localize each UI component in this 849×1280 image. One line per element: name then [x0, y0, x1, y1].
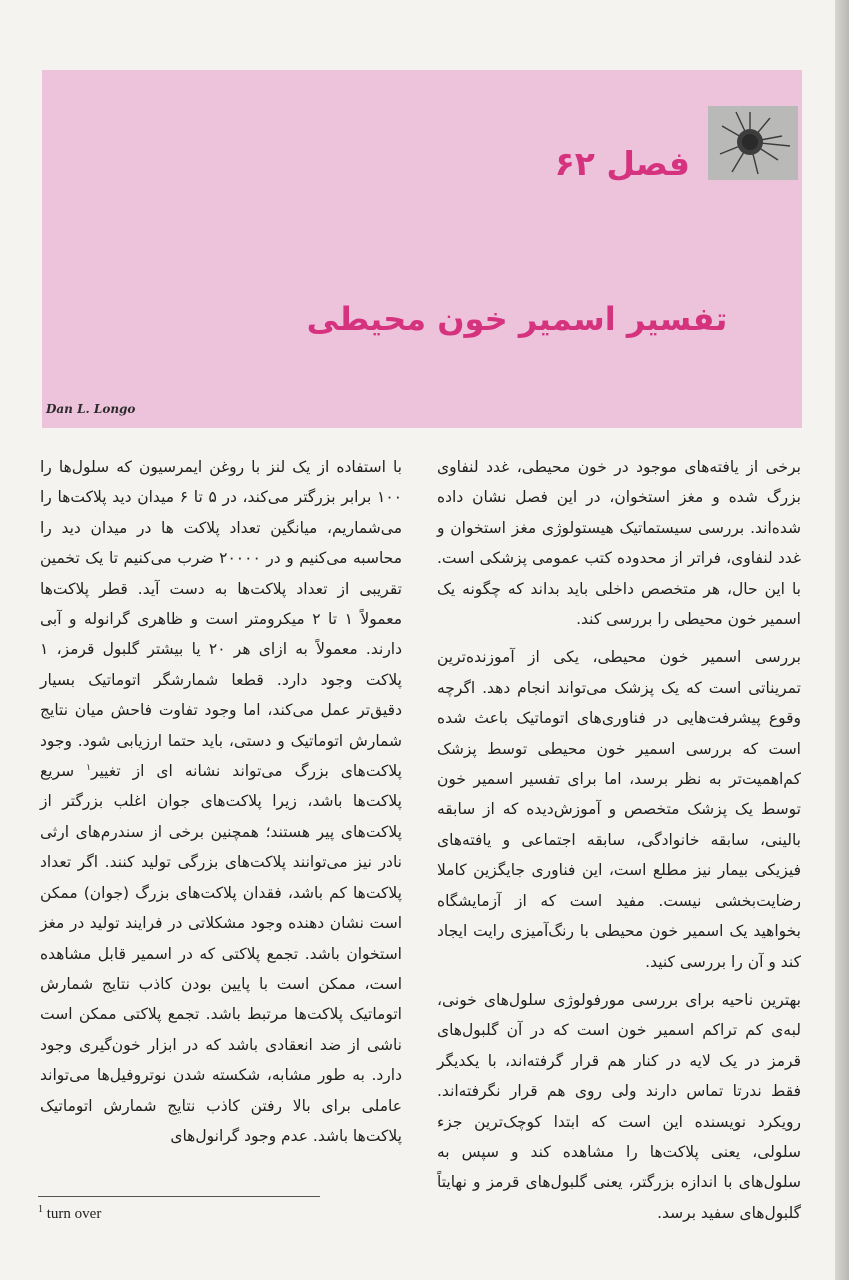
footnote-reference: ۱: [86, 762, 91, 773]
footnote: [38, 1206, 101, 1223]
footnote-marker: 1: [38, 1204, 43, 1215]
right-text-column: [437, 452, 801, 1228]
footnote-text: turn over: [43, 1206, 102, 1222]
chapter-header: [42, 70, 802, 428]
chapter-number: فصل ۶۲: [554, 144, 690, 183]
paragraph-platelets: [40, 452, 402, 1151]
cell-illustration-icon: [708, 106, 798, 180]
left-text-column: [40, 452, 402, 1151]
author-name: Dan L. Longo: [46, 402, 136, 416]
paragraph-best-area: بهترین ناحیه برای بررسی مورفولوژی سلول‌های خونی، لبه‌ی کم تراکم اسمیر خون است که در آن گلبول‌های قرمز در یک لایه در کنار هم قرار گرفته‌اند، با یکدیگر فقط ندرتا تماس دارند ولی روی هم قرار نگرفته‌اند. رویکرد نویسنده این است که ابتدا کوچک‌ترین جزء سلولی، یعنی پلاکت‌ها را مشاهده کند و سپس به سلول‌های با اندازه بزرگتر، یعنی گلبول‌های قرمز و نهایتاً گلبول‌های سفید برسد.: [437, 990, 801, 1222]
chapter-thumbnail-image: [708, 106, 798, 180]
paragraph-platelets-part-b: سریع پلاکت‌ها باشد، زیرا پلاکت‌های جوان اغلب بزرگتر از پلاکت‌های پیر هستند؛ همچنین برخی از سندرم‌های ارثی نادر نیز می‌توانند پلاکت‌های بزرگی تولید کنند. اگر تعداد پلاکت‌ها کم باشد، فقدان پلاکت‌های بزرگ (جوان) ممکن است نشان دهنده وجود مشکلاتی در فرایند تولید در مغز استخوان باشد. تجمع پلاکتی که در اسمیر قابل مشاهده است، ممکن است با پایین بودن کاذب نتایج شمارش اتوماتیک پلاکت‌ها مرتبط باشد. تجمع پلاکتی ممکن است ناشی از ضد انعقادی باشد که در ابزار خون‌گیری وجود دارد. به طور مشابه، شکسته شدن نوتروفیل‌ها می‌تواند عاملی برای بالا رفتن کاذب نتایج شمارش اتوماتیک پلاکت‌ها باشد. عدم وجود گرانول‌های: [40, 762, 402, 1145]
page-edge: [835, 0, 849, 1280]
chapter-title: تفسیر اسمیر خون محیطی: [306, 300, 728, 338]
paragraph-intro: برخی از یافته‌های موجود در خون محیطی، غدد لنفاوی بزرگ شده و مغز استخوان، در این فصل نشان داده شده‌اند. بررسی سیستماتیک هیستولوژی مغز استخوان و غدد لنفاوی، فراتر از محدوده کتب عمومی پزشکی است. با این حال، هر متخصص داخلی باید بداند که چگونه یک اسمیر خون محیطی را بررسی کند.: [437, 458, 801, 629]
footnote-divider: [38, 1196, 320, 1197]
paragraph-platelets-part-a: با استفاده از یک لنز با روغن ایمرسیون که سلول‌ها را ۱۰۰ برابر بزرگتر می‌کند، در ۵ تا ۶ میدان دید پلاکت‌ها را می‌شماریم، میانگین تعداد پلاکت ها در میدان دید را محاسبه می‌کنیم و در ۲۰۰۰۰ ضرب می‌کنیم تا یک تخمین تقریبی از تعداد پلاکت‌ها به دست آید. قطر پلاکت‌ها معمولاً ۱ تا ۲ میکرومتر است و ظاهری گرانوله و آبی دارند. معمولاً به ازای هر ۲۰ یا بیشتر گلبول قرمز، ۱ پلاکت وجود دارد. قطعا شمارشگر اتوماتیک بسیار دقیق‌تر عمل می‌کند، اما وجود تفاوت فاحش میان نتایج شمارش اتوماتیک و دستی، باید حتما ارزیابی شود. وجود پلاکت‌های بزرگ می‌تواند نشانه ای از تغییر: [40, 458, 403, 781]
paragraph-smear-importance: بررسی اسمیر خون محیطی، یکی از آموزنده‌ترین تمریناتی است که یک پزشک می‌تواند انجام دهد. اگرچه وقوع پیشرفت‌هایی در فناوری‌های اتوماتیک باعث شده است که بررسی اسمیر خون محیطی توسط پزشک کم‌اهمیت‌تر به نظر برسد، اما برای تفسیر اسمیر خون توسط یک پزشک متخصص و آموزش‌دیده که از سابقه بالینی، سابقه خانوادگی، سابقه اجتماعی و یافته‌های فیزیکی بیمار نیز مطلع است، این فناوری جایگزین کاملا رضایت‌بخشی نیست. مفید است که از آزمایشگاه بخواهید یک اسمیر خون محیطی با رنگ‌آمیزی رایت ایجاد کند و آن را بررسی کنید.: [437, 648, 801, 971]
